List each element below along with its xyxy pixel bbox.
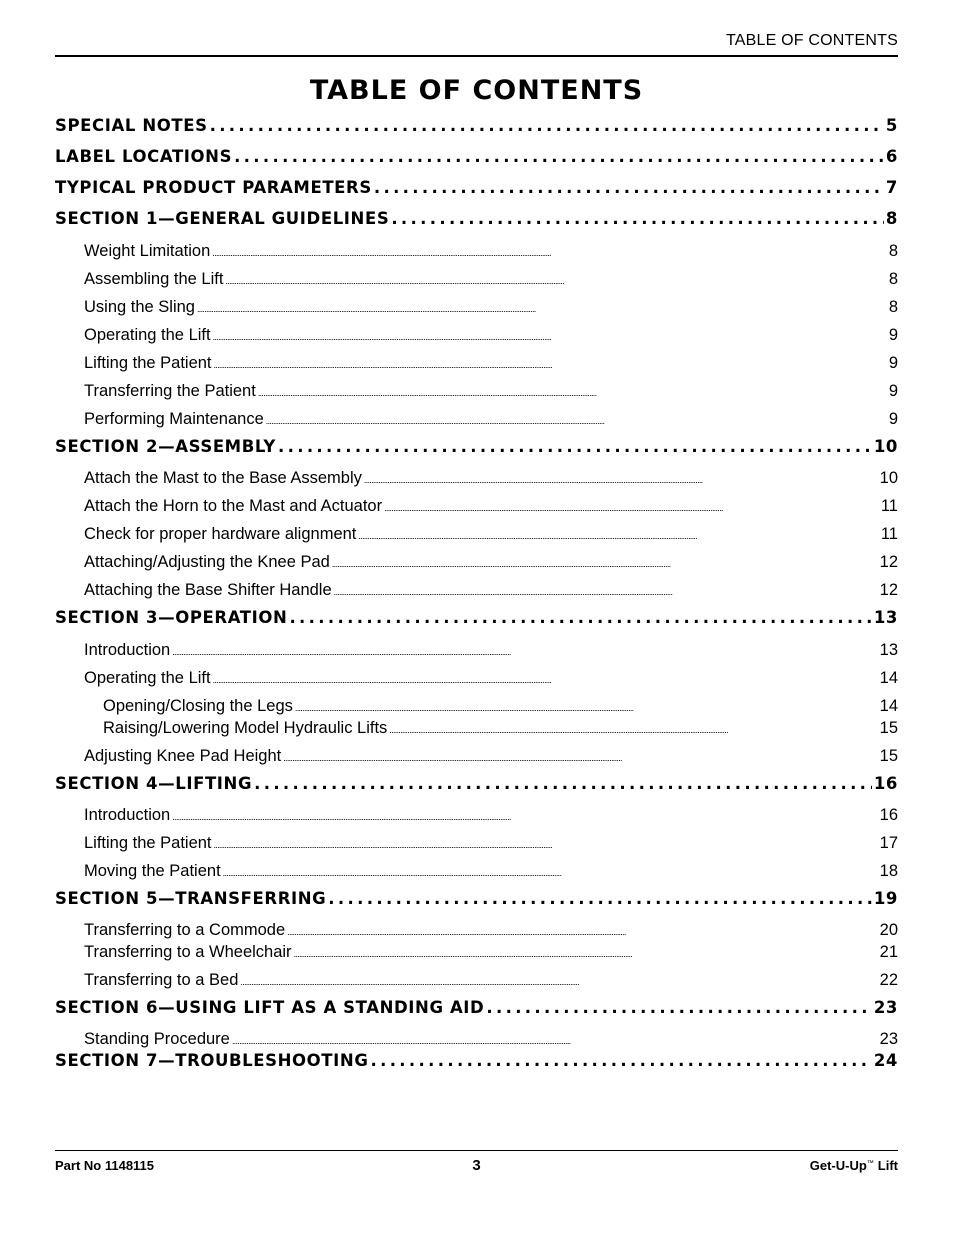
toc-subsection-entry[interactable] xyxy=(84,469,898,488)
toc-entry-page: 9 xyxy=(888,326,898,344)
toc-entry-label: Assembling the Lift xyxy=(84,270,224,288)
toc-entry-page: 10 xyxy=(879,469,898,487)
dot-leader xyxy=(213,326,887,345)
toc-entry-page: 15 xyxy=(879,747,898,765)
footer-product-name xyxy=(810,1158,898,1173)
toc-entry-page: 5 xyxy=(885,116,898,135)
toc-entry-page: 23 xyxy=(873,998,898,1017)
dot-leader xyxy=(254,774,872,793)
toc-subsection-entry[interactable] xyxy=(84,581,898,600)
toc-entry-label: SECTION 2—ASSEMBLY xyxy=(55,437,276,456)
dot-leader xyxy=(240,971,877,990)
toc-entry-page: 22 xyxy=(879,971,898,989)
dot-leader xyxy=(391,209,884,228)
dot-leader xyxy=(486,998,871,1017)
toc-subsection-entry[interactable] xyxy=(84,921,898,940)
toc-subsection-entry[interactable] xyxy=(103,697,898,716)
toc-subsection-entry[interactable] xyxy=(84,806,898,825)
toc-entry-page: 16 xyxy=(879,806,898,824)
toc-entry-page: 8 xyxy=(888,298,898,316)
toc-subsection-entry[interactable] xyxy=(84,326,898,345)
dot-leader xyxy=(289,608,871,627)
toc-subsection-entry[interactable] xyxy=(84,497,898,516)
toc-entry-label: Weight Limitation xyxy=(84,242,211,260)
toc-subsection-entry[interactable] xyxy=(84,862,898,881)
dot-leader xyxy=(214,354,887,373)
toc-entry-label: Attaching/Adjusting the Knee Pad xyxy=(84,553,330,571)
toc-section-entry[interactable] xyxy=(55,178,898,197)
dot-leader xyxy=(214,834,878,853)
toc-entry-label: SECTION 5—TRANSFERRING xyxy=(55,889,327,908)
toc-entry-label: Attach the Horn to the Mast and Actuator xyxy=(84,497,383,515)
toc-entry-label: Standing Procedure xyxy=(84,1030,230,1048)
header-rule xyxy=(55,55,898,57)
toc-entry-page: 8 xyxy=(888,270,898,288)
toc-entry-label: Transferring the Patient xyxy=(84,382,256,400)
dot-leader xyxy=(210,116,884,135)
product-name: Get-U-Up xyxy=(809,1158,867,1173)
running-header: TABLE OF CONTENTS xyxy=(725,32,898,49)
toc-entry-label: Attaching the Base Shifter Handle xyxy=(84,581,332,599)
dot-leader xyxy=(294,943,878,962)
toc-entry-label: Performing Maintenance xyxy=(84,410,264,428)
toc-entry-label: Lifting the Patient xyxy=(84,834,212,852)
toc-entry-label: Operating the Lift xyxy=(84,326,211,344)
toc-entry-label: Moving the Patient xyxy=(84,862,221,880)
toc-entry-label: Using the Sling xyxy=(84,298,195,316)
toc-entry-page: 17 xyxy=(879,834,898,852)
toc-entry-page: 10 xyxy=(873,437,898,456)
dot-leader xyxy=(287,921,878,940)
toc-entry-label: Transferring to a Commode xyxy=(84,921,286,939)
toc-section-entry[interactable] xyxy=(55,889,898,908)
toc-section-entry[interactable] xyxy=(55,209,898,228)
toc-entry-page: 9 xyxy=(888,354,898,372)
toc-entry-page: 14 xyxy=(879,669,898,687)
toc-subsection-entry[interactable] xyxy=(84,354,898,373)
toc-entry-page: 13 xyxy=(873,608,898,627)
dot-leader xyxy=(212,242,887,261)
toc-entry-page: 21 xyxy=(879,943,898,961)
dot-leader xyxy=(266,410,887,429)
dot-leader xyxy=(364,469,878,488)
document-page xyxy=(55,0,898,1235)
toc-entry-page: 24 xyxy=(873,1051,898,1070)
dot-leader xyxy=(370,1051,871,1070)
toc-entry-page: 19 xyxy=(873,889,898,908)
toc-section-entry[interactable] xyxy=(55,437,898,456)
toc-entry-page: 8 xyxy=(885,209,898,228)
dot-leader xyxy=(278,437,872,456)
toc-subsection-entry[interactable] xyxy=(84,270,898,289)
footer-rule xyxy=(55,1150,898,1151)
toc-entry-page: 7 xyxy=(885,178,898,197)
dot-leader xyxy=(225,270,886,289)
toc-entry-page: 12 xyxy=(879,581,898,599)
footer-part-number: Part No 1148115 xyxy=(55,1158,155,1173)
product-suffix: Lift xyxy=(877,1158,898,1173)
toc-entry-label: Introduction xyxy=(84,806,171,824)
toc-entry-page: 9 xyxy=(888,410,898,428)
toc-entry-page: 11 xyxy=(880,525,898,543)
toc-entry-label: SECTION 3—OPERATION xyxy=(55,608,288,627)
toc-subsection-entry[interactable] xyxy=(84,971,898,990)
toc-subsection-entry[interactable] xyxy=(84,747,898,766)
dot-leader xyxy=(172,641,877,660)
toc-subsection-entry[interactable] xyxy=(84,242,898,261)
toc-entry-label: TYPICAL PRODUCT PARAMETERS xyxy=(55,178,372,197)
toc-entry-label: Raising/Lowering Model Hydraulic Lifts xyxy=(103,719,388,737)
toc-entry-label: SECTION 1—GENERAL GUIDELINES xyxy=(55,209,390,228)
toc-entry-label: Transferring to a Bed xyxy=(84,971,239,989)
toc-section-entry[interactable] xyxy=(55,774,898,793)
toc-section-entry[interactable] xyxy=(55,998,898,1017)
toc-subsection-entry[interactable] xyxy=(103,719,898,738)
dot-leader xyxy=(232,1030,878,1049)
toc-subsection-entry[interactable] xyxy=(84,410,898,429)
toc-entry-label: LABEL LOCATIONS xyxy=(55,147,233,166)
dot-leader xyxy=(213,669,878,688)
toc-entry-page: 13 xyxy=(879,641,898,659)
toc-subsection-entry[interactable] xyxy=(84,669,898,688)
toc-subsection-entry[interactable] xyxy=(84,641,898,660)
toc-subsection-entry[interactable] xyxy=(84,943,898,962)
toc-entry-page: 9 xyxy=(888,382,898,400)
toc-entry-label: Opening/Closing the Legs xyxy=(103,697,293,715)
dot-leader xyxy=(258,382,887,401)
toc-subsection-entry[interactable] xyxy=(84,834,898,853)
dot-leader xyxy=(332,553,878,572)
toc-entry-label: Attach the Mast to the Base Assembly xyxy=(84,469,362,487)
toc-entry-page: 11 xyxy=(880,497,898,515)
toc-entry-page: 6 xyxy=(885,147,898,166)
dot-leader xyxy=(334,581,878,600)
toc-section-entry[interactable] xyxy=(55,1051,898,1070)
toc-entry-label: SECTION 6—USING LIFT AS A STANDING AID xyxy=(55,998,485,1017)
dot-leader xyxy=(197,298,887,317)
toc-subsection-entry[interactable] xyxy=(84,553,898,572)
toc-entry-label: Transferring to a Wheelchair xyxy=(84,943,292,961)
dot-leader xyxy=(389,719,877,738)
toc-entry-page: 23 xyxy=(879,1030,898,1048)
dot-leader xyxy=(328,889,872,908)
dot-leader xyxy=(283,747,877,766)
toc-subsection-entry[interactable] xyxy=(84,382,898,401)
dot-leader xyxy=(384,497,879,516)
toc-entry-label: Operating the Lift xyxy=(84,669,211,687)
page-title: TABLE OF CONTENTS xyxy=(309,75,644,106)
toc-entry-page: 14 xyxy=(879,697,898,715)
footer-page-number: 3 xyxy=(472,1157,481,1174)
toc-entry-label: SPECIAL NOTES xyxy=(55,116,208,135)
trademark-symbol: ™ xyxy=(866,1159,874,1167)
toc-entry-label: SECTION 4—LIFTING xyxy=(55,774,253,793)
dot-leader xyxy=(223,862,878,881)
toc-entry-label: SECTION 7—TROUBLESHOOTING xyxy=(55,1051,369,1070)
toc-entry-page: 8 xyxy=(888,242,898,260)
toc-section-entry[interactable] xyxy=(55,147,898,166)
dot-leader xyxy=(234,147,884,166)
toc-entry-page: 20 xyxy=(879,921,898,939)
toc-entry-page: 18 xyxy=(879,862,898,880)
toc-entry-page: 16 xyxy=(873,774,898,793)
toc-entry-page: 12 xyxy=(879,553,898,571)
toc-section-entry[interactable] xyxy=(55,608,898,627)
dot-leader xyxy=(172,806,877,825)
toc-subsection-entry[interactable] xyxy=(84,525,898,544)
toc-subsection-entry[interactable] xyxy=(84,298,898,317)
toc-entry-page: 15 xyxy=(879,719,898,737)
toc-entry-label: Check for proper hardware alignment xyxy=(84,525,357,543)
dot-leader xyxy=(295,697,878,716)
toc-entry-label: Introduction xyxy=(84,641,171,659)
toc-entry-label: Adjusting Knee Pad Height xyxy=(84,747,282,765)
toc-entry-label: Lifting the Patient xyxy=(84,354,212,372)
toc-section-entry[interactable] xyxy=(55,116,898,135)
toc-subsection-entry[interactable] xyxy=(84,1030,898,1049)
dot-leader xyxy=(374,178,884,197)
dot-leader xyxy=(358,525,878,544)
